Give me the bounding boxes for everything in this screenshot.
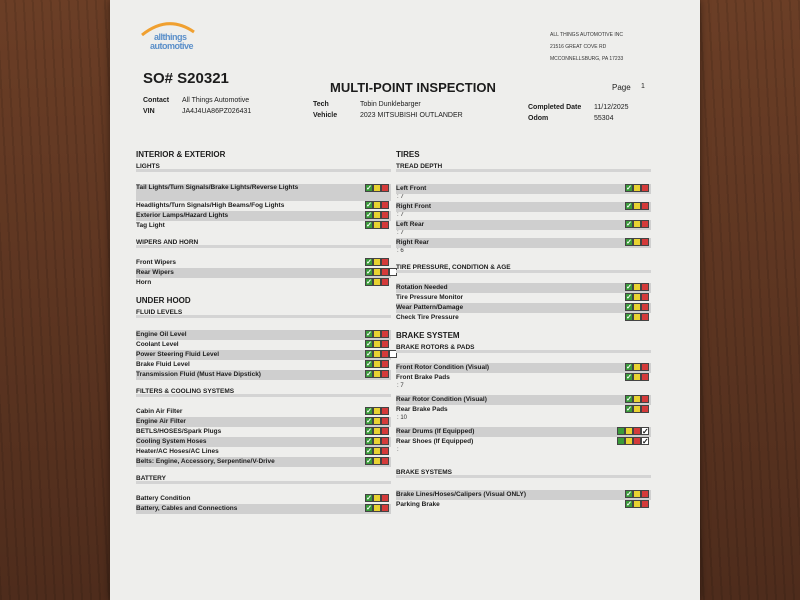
filters-heading: FILTERS & COOLING SYSTEMS (136, 388, 391, 397)
inspection-row (396, 427, 651, 437)
battery-heading: BATTERY (136, 475, 391, 484)
row-label: Check Tire Pressure (396, 314, 459, 321)
yellow-box (633, 373, 641, 381)
red-box (381, 370, 389, 378)
logo-line2: automotive (150, 41, 194, 51)
tread-depth-value: : 7 (397, 212, 404, 218)
row-label: Power Steering Fluid Level (136, 351, 220, 358)
page-title: MULTI-POINT INSPECTION (330, 80, 496, 95)
page-label: Page (612, 83, 631, 92)
status-boxes (365, 268, 397, 276)
wipers-heading: WIPERS AND HORN (136, 239, 391, 248)
logo-line1: allthings (154, 32, 187, 42)
status-boxes (365, 221, 389, 229)
inspection-row (396, 283, 651, 293)
green-check-box: ✓ (366, 279, 372, 286)
red-box (641, 283, 649, 291)
red-box (641, 303, 649, 311)
pad-thickness-value: : 7 (397, 383, 404, 389)
green-check-box: ✓ (626, 304, 632, 311)
yellow-box (625, 437, 633, 445)
red-box (381, 494, 389, 502)
shop-address (550, 29, 623, 65)
yellow-box (373, 494, 381, 502)
red-box (641, 313, 649, 321)
inspection-row (136, 184, 391, 201)
lights-heading: LIGHTS (136, 163, 391, 172)
green-check-box: ✓ (626, 491, 632, 498)
yellow-box (373, 437, 381, 445)
red-box (641, 184, 649, 192)
row-label: Left Front (396, 185, 427, 192)
yellow-box (373, 221, 381, 229)
yellow-box (633, 313, 641, 321)
red-box (641, 405, 649, 413)
green-check-box: ✓ (366, 428, 372, 435)
inspection-row (136, 437, 391, 447)
yellow-box (373, 330, 381, 338)
inspection-row (136, 340, 391, 350)
red-box (381, 184, 389, 192)
row-label: Exterior Lamps/Hazard Lights (136, 212, 229, 219)
na-check-box: ✓ (642, 437, 649, 446)
shop-street: 21516 GREAT COVE RD (550, 44, 607, 50)
row-label: Right Rear (396, 239, 429, 246)
vin-label: VIN (143, 108, 155, 115)
status-boxes (625, 184, 649, 192)
inspection-row (136, 221, 391, 231)
pad-thickness-value: : 10 (397, 415, 408, 421)
shop-city: MCCONNELLSBURG, PA 17233 (550, 56, 624, 62)
brake-systems-heading: BRAKE SYSTEMS (396, 469, 651, 478)
inspection-row (136, 201, 391, 211)
row-label: Wear Pattern/Damage (396, 304, 464, 311)
green-check-box: ✓ (366, 408, 372, 415)
status-boxes (365, 504, 389, 512)
row-label: Headlights/Turn Signals/High Beams/Fog Lights (136, 202, 285, 209)
red-box (381, 457, 389, 465)
yellow-box (633, 395, 641, 403)
red-box (381, 350, 389, 358)
yellow-box (373, 504, 381, 512)
red-box (381, 407, 389, 415)
yellow-box (373, 258, 381, 266)
yellow-box (373, 407, 381, 415)
tread-depth-value: : 7 (397, 230, 404, 236)
green-check-box: ✓ (626, 396, 632, 403)
red-box (641, 293, 649, 301)
yellow-box (373, 278, 381, 286)
tires-heading: TIRES (396, 150, 420, 159)
red-box (641, 202, 649, 210)
inspection-row (136, 494, 391, 504)
inspection-row (136, 350, 391, 360)
inspection-row (396, 313, 651, 323)
row-label: Battery, Cables and Connections (136, 505, 238, 512)
yellow-box (373, 268, 381, 276)
yellow-box (633, 303, 641, 311)
green-check-box: ✓ (366, 448, 372, 455)
status-boxes (365, 258, 389, 266)
yellow-box (373, 201, 381, 209)
status-boxes (625, 283, 649, 291)
green-check-box: ✓ (626, 294, 632, 301)
status-boxes (625, 238, 649, 246)
tech-value: Tobin Dunklebarger (360, 101, 421, 108)
yellow-box (373, 360, 381, 368)
status-boxes (365, 350, 397, 358)
status-boxes (365, 407, 389, 415)
red-box (641, 490, 649, 498)
odom-label: Odom (528, 115, 549, 122)
shoe-thickness-value: : (397, 447, 399, 453)
shop-name: ALL THINGS AUTOMOTIVE INC (550, 32, 623, 38)
green-check-box: ✓ (366, 505, 372, 512)
red-box (641, 395, 649, 403)
yellow-box (373, 340, 381, 348)
inspection-row (396, 490, 651, 500)
left-column (136, 150, 391, 514)
row-label: Rear Brake Pads (396, 406, 448, 413)
green-check-box: ✓ (626, 239, 632, 246)
status-boxes (365, 494, 389, 502)
green-box (617, 437, 625, 445)
yellow-box (633, 220, 641, 228)
yellow-box (633, 184, 641, 192)
inspection-row (136, 447, 391, 457)
status-boxes (625, 363, 649, 371)
inspection-row (136, 360, 391, 370)
status-boxes (625, 500, 649, 508)
row-label: Horn (136, 279, 152, 286)
tread-depth-value: : 6 (397, 248, 404, 254)
row-label: Rear Drums (If Equipped) (396, 428, 475, 435)
row-label: Front Rotor Condition (Visual) (396, 364, 490, 371)
yellow-box (633, 238, 641, 246)
green-check-box: ✓ (626, 374, 632, 381)
yellow-box (373, 417, 381, 425)
yellow-box (633, 490, 641, 498)
green-check-box: ✓ (366, 458, 372, 465)
row-label: Rotation Needed (396, 284, 448, 291)
green-check-box: ✓ (626, 221, 632, 228)
status-boxes (365, 447, 389, 455)
red-box (381, 504, 389, 512)
right-column (396, 150, 651, 510)
inspection-row (136, 407, 391, 417)
fluid-levels-heading: FLUID LEVELS (136, 309, 391, 318)
inspection-row (396, 220, 651, 230)
red-box (641, 500, 649, 508)
inspection-row (136, 370, 391, 380)
status-boxes (617, 427, 649, 435)
inspection-row (136, 211, 391, 221)
inspection-row (396, 500, 651, 510)
green-check-box: ✓ (626, 406, 632, 413)
green-check-box: ✓ (366, 418, 372, 425)
row-label: Left Rear (396, 221, 425, 228)
inspection-row (396, 405, 651, 415)
row-label: Tag Light (136, 222, 165, 229)
tread-depth-value: : 7 (397, 194, 404, 200)
green-check-box: ✓ (366, 259, 372, 266)
red-box (641, 220, 649, 228)
row-label: Coolant Level (136, 341, 179, 348)
brake-system-heading: BRAKE SYSTEM (396, 331, 460, 340)
row-label: Brake Lines/Hoses/Calipers (Visual ONLY) (396, 491, 527, 498)
inspection-row (396, 373, 651, 383)
green-check-box: ✓ (366, 212, 372, 219)
yellow-box (625, 427, 633, 435)
row-label: BETLS/HOSES/Spark Plugs (136, 428, 222, 435)
yellow-box (633, 500, 641, 508)
green-check-box: ✓ (366, 269, 372, 276)
yellow-box (373, 211, 381, 219)
row-label: Cabin Air Filter (136, 408, 183, 415)
status-boxes (365, 211, 389, 219)
status-boxes (625, 405, 649, 413)
status-boxes (365, 360, 389, 368)
green-check-box: ✓ (626, 314, 632, 321)
inspection-row (396, 238, 651, 248)
na-check-box: ✓ (642, 427, 649, 436)
inspection-row (136, 427, 391, 437)
vehicle-value: 2023 MITSUBISHI OUTLANDER (360, 112, 463, 119)
yellow-box (633, 283, 641, 291)
green-check-box: ✓ (366, 371, 372, 378)
status-boxes (365, 201, 389, 209)
row-label: Right Front (396, 203, 432, 210)
row-label: Belts: Engine, Accessory, Serpentine/V-Drive (136, 458, 275, 465)
red-box (381, 417, 389, 425)
yellow-box (373, 370, 381, 378)
red-box (381, 437, 389, 445)
status-boxes (625, 293, 649, 301)
row-label: Parking Brake (396, 501, 440, 508)
row-label: Tail Lights/Turn Signals/Brake Lights/Reverse Lights (136, 184, 299, 191)
completed-value: 11/12/2025 (594, 104, 629, 111)
inspection-row (136, 268, 391, 278)
red-box (381, 360, 389, 368)
red-box (381, 268, 389, 276)
interior-exterior-heading: INTERIOR & EXTERIOR (136, 150, 226, 159)
green-check-box: ✓ (626, 185, 632, 192)
status-boxes (365, 437, 389, 445)
under-hood-heading: UNDER HOOD (136, 296, 191, 305)
green-check-box: ✓ (366, 495, 372, 502)
status-boxes (365, 184, 389, 192)
red-box (381, 330, 389, 338)
red-box (381, 278, 389, 286)
inspection-row (396, 303, 651, 313)
yellow-box (373, 447, 381, 455)
status-boxes (365, 278, 389, 286)
inspection-row (136, 278, 391, 288)
green-check-box: ✓ (366, 331, 372, 338)
red-box (633, 437, 641, 445)
row-label: Rear Rotor Condition (Visual) (396, 396, 487, 403)
status-boxes (365, 330, 389, 338)
yellow-box (373, 457, 381, 465)
red-box (641, 238, 649, 246)
red-box (381, 258, 389, 266)
green-check-box: ✓ (626, 501, 632, 508)
status-boxes (625, 373, 649, 381)
row-label: Rear Shoes (If Equipped) (396, 438, 474, 445)
inspection-row (396, 363, 651, 373)
status-boxes (617, 437, 649, 445)
yellow-box (373, 350, 381, 358)
green-check-box: ✓ (626, 364, 632, 371)
inspection-row (396, 293, 651, 303)
status-boxes (625, 313, 649, 321)
status-boxes (365, 370, 389, 378)
inspection-row (136, 457, 391, 467)
green-check-box: ✓ (366, 202, 372, 209)
green-check-box: ✓ (626, 203, 632, 210)
contact-value: All Things Automotive (182, 97, 250, 104)
row-label: Heater/AC Hoses/AC Lines (136, 448, 219, 455)
row-label: Engine Air Filter (136, 418, 186, 425)
red-box (381, 221, 389, 229)
red-box (633, 427, 641, 435)
status-boxes (365, 457, 389, 465)
status-boxes (625, 490, 649, 498)
company-logo (138, 20, 208, 54)
row-label: Battery Condition (136, 495, 191, 502)
red-box (381, 201, 389, 209)
inspection-row (396, 437, 651, 447)
red-box (641, 373, 649, 381)
tread-depth-heading: TREAD DEPTH (396, 163, 651, 172)
red-box (381, 447, 389, 455)
tech-label: Tech (313, 101, 329, 108)
red-box (381, 340, 389, 348)
contact-label: Contact (143, 97, 170, 104)
red-box (381, 427, 389, 435)
status-boxes (625, 395, 649, 403)
inspection-row (136, 330, 391, 340)
row-label: Engine Oil Level (136, 331, 187, 338)
vehicle-label: Vehicle (313, 112, 338, 119)
green-check-box: ✓ (366, 185, 372, 192)
green-check-box: ✓ (366, 341, 372, 348)
odom-value: 55304 (594, 115, 614, 122)
row-label: Tire Pressure Monitor (396, 294, 464, 301)
status-boxes (365, 340, 389, 348)
row-label: Front Brake Pads (396, 374, 450, 381)
inspection-row (396, 395, 651, 405)
row-label: Front Wipers (136, 259, 177, 266)
green-check-box: ✓ (366, 222, 372, 229)
red-box (381, 211, 389, 219)
tire-pressure-heading: TIRE PRESSURE, CONDITION & AGE (396, 264, 651, 273)
yellow-box (633, 202, 641, 210)
yellow-box (633, 293, 641, 301)
green-check-box: ✓ (366, 361, 372, 368)
yellow-box (373, 184, 381, 192)
yellow-box (633, 405, 641, 413)
status-boxes (365, 417, 389, 425)
green-box (617, 427, 625, 435)
green-check-box: ✓ (366, 438, 372, 445)
status-boxes (625, 220, 649, 228)
completed-label: Completed Date (528, 104, 582, 111)
page-number: 1 (641, 83, 645, 90)
inspection-sheet (110, 0, 700, 600)
inspection-row (396, 202, 651, 212)
status-boxes (365, 427, 389, 435)
row-label: Transmission Fluid (Must Have Dipstick) (136, 371, 261, 378)
inspection-row (136, 504, 391, 514)
yellow-box (373, 427, 381, 435)
row-label: Cooling System Hoses (136, 438, 207, 445)
row-label: Brake Fluid Level (136, 361, 190, 368)
so-number: SO# S20321 (143, 70, 229, 87)
yellow-box (633, 363, 641, 371)
status-boxes (625, 202, 649, 210)
green-check-box: ✓ (626, 284, 632, 291)
row-label: Rear Wipers (136, 269, 174, 276)
inspection-row (136, 417, 391, 427)
inspection-row (136, 258, 391, 268)
green-check-box: ✓ (366, 351, 372, 358)
red-box (641, 363, 649, 371)
vin-value: JA4J4UA86PZ026431 (182, 108, 252, 115)
inspection-row (396, 184, 651, 194)
status-boxes (625, 303, 649, 311)
brake-rotors-heading: BRAKE ROTORS & PADS (396, 344, 651, 353)
